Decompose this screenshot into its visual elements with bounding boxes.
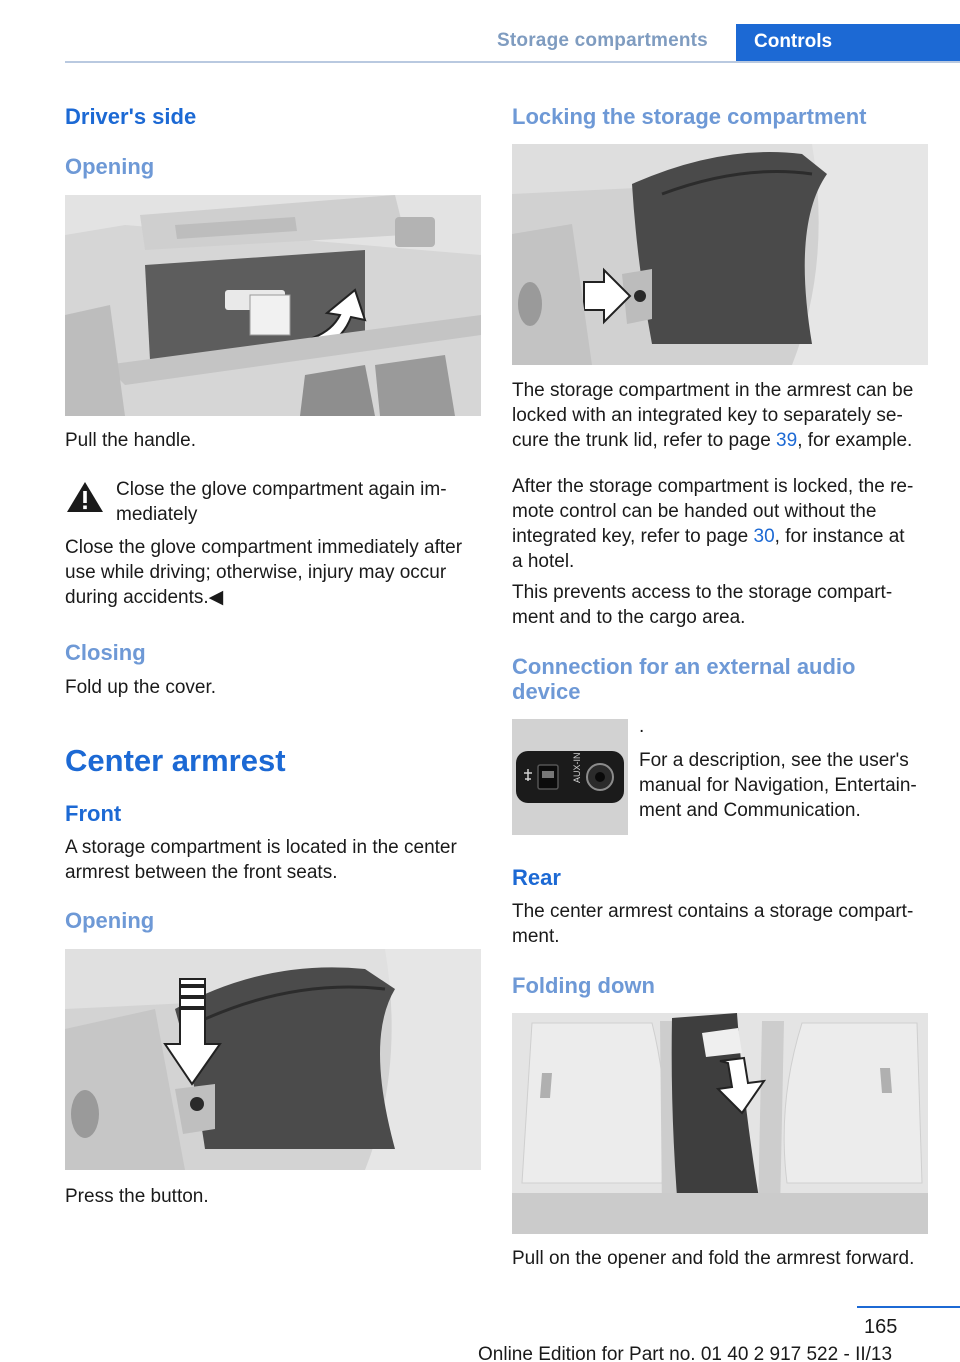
heading-opening-armrest: Opening bbox=[65, 908, 155, 933]
figure-aux-usb-socket bbox=[512, 719, 628, 835]
text-aux-line-3: ment and Communication. bbox=[639, 800, 861, 821]
header-rule bbox=[65, 61, 960, 63]
heading-closing: Closing bbox=[65, 640, 146, 665]
heading-drivers-side: Driver's side bbox=[65, 104, 197, 129]
text-lock-para1-line-3: cure the trunk lid, refer to page 39, for example. bbox=[512, 430, 913, 451]
warning-text-line-1: Close the glove compartment immediately after bbox=[65, 537, 463, 558]
text-rear-line-2: ment. bbox=[512, 926, 560, 947]
heading-connection-line-1: Connection for an external audio bbox=[512, 654, 856, 679]
text-rear-line-1: The center armrest contains a storage compart‐ bbox=[512, 901, 914, 922]
heading-rear: Rear bbox=[512, 865, 561, 890]
warning-text-line-3: during accidents.◀ bbox=[65, 587, 224, 608]
warning-title-line-1: Close the glove compartment again im‐ bbox=[116, 479, 447, 500]
text-pull-opener: Pull on the opener and fold the armrest forward. bbox=[512, 1248, 915, 1269]
text-lock-para2-line-4: a hotel. bbox=[512, 551, 575, 572]
text-lock-para3-line-1: This prevents access to the storage compart‐ bbox=[512, 582, 893, 603]
warning-title-line-2: mediately bbox=[116, 504, 198, 525]
header-section-title: Storage compartments bbox=[497, 30, 708, 51]
figure-armrest-lock bbox=[512, 144, 928, 365]
text-lock-para2-line-2: mote control can be handed out without the bbox=[512, 501, 877, 522]
text-front-line-2: armrest between the front seats. bbox=[65, 862, 338, 883]
heading-opening-glovebox: Opening bbox=[65, 154, 155, 179]
text-aux-line-1: For a description, see the user's bbox=[639, 750, 909, 771]
heading-locking-compartment: Locking the storage compartment bbox=[512, 104, 867, 129]
text-lock-para2-line-1: After the storage compartment is locked, the re‐ bbox=[512, 476, 914, 497]
page-link-30[interactable]: 30 bbox=[753, 526, 775, 547]
footer-edition: Online Edition for Part no. 01 40 2 917 522 - II/13 bbox=[478, 1344, 893, 1362]
figure-glove-compartment-handle bbox=[65, 195, 481, 416]
page-number: 165 bbox=[864, 1316, 898, 1338]
text-lock-para1-line-2: locked with an integrated key to separately se‐ bbox=[512, 405, 903, 426]
page-link-39[interactable]: 39 bbox=[776, 430, 798, 451]
figure-armrest-button bbox=[65, 949, 481, 1170]
aux-in-label: AUX-IN bbox=[572, 752, 582, 783]
text-lock-para1-line-1: The storage compartment in the armrest can be bbox=[512, 380, 914, 401]
page-header bbox=[0, 0, 960, 64]
warning-triangle-icon bbox=[66, 480, 104, 514]
figure-rear-armrest-fold bbox=[512, 1013, 928, 1234]
text-front-line-1: A storage compartment is located in the center bbox=[65, 837, 457, 858]
text-press-button: Press the button. bbox=[65, 1186, 209, 1207]
text-aux-dot: . bbox=[639, 716, 645, 737]
heading-front: Front bbox=[65, 801, 122, 826]
heading-center-armrest: Center armrest bbox=[65, 743, 286, 778]
heading-connection-line-2: device bbox=[512, 679, 581, 704]
text-aux-line-2: manual for Navigation, Entertain‐ bbox=[639, 775, 917, 796]
text-lock-para3-line-2: ment and to the cargo area. bbox=[512, 607, 746, 628]
footer-rule bbox=[857, 1306, 960, 1308]
text-fold-cover: Fold up the cover. bbox=[65, 677, 217, 698]
heading-folding-down: Folding down bbox=[512, 973, 655, 998]
warning-text-line-2: use while driving; otherwise, injury may occur bbox=[65, 562, 447, 583]
header-chapter-tab[interactable]: Controls bbox=[736, 24, 960, 62]
text-lock-para2-line-3: integrated key, refer to page 30, for instance at bbox=[512, 526, 905, 547]
text-pull-handle: Pull the handle. bbox=[65, 430, 196, 451]
